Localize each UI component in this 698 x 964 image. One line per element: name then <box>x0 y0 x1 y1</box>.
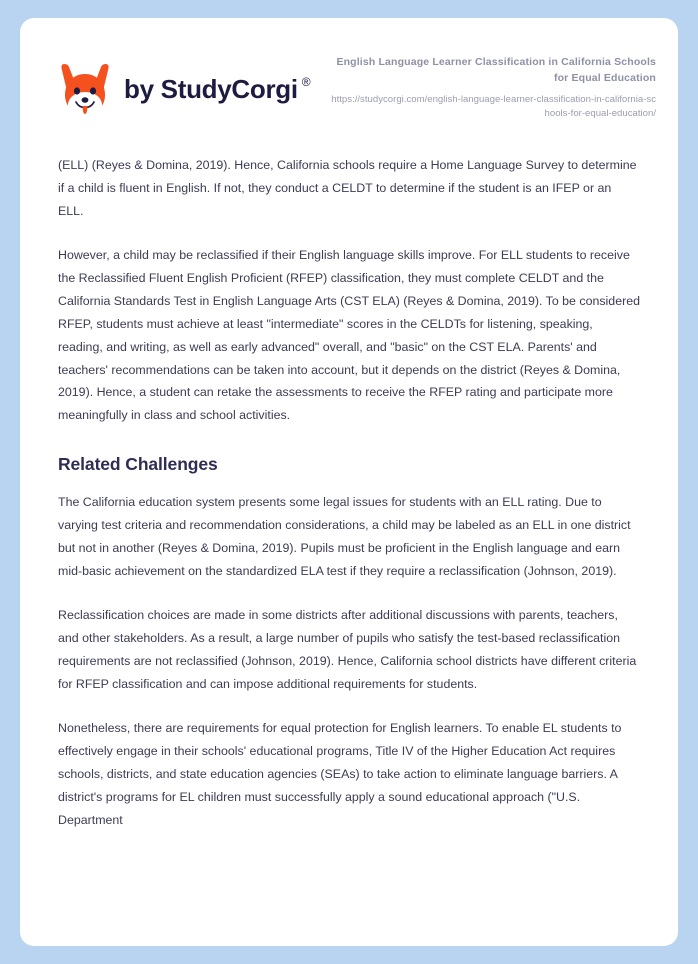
document-header <box>20 18 678 154</box>
paragraph: (ELL) (Reyes & Domina, 2019). Hence, California schools require a Home Language Survey to determine if a child is fluent in English. If not, they conduct a CELDT to determine if the student is an IFEP or an ELL. <box>58 158 637 218</box>
brand-wordmark <box>124 74 310 105</box>
brand-name-text: by StudyCorgi <box>124 73 298 104</box>
registered-trademark-icon: ® <box>301 74 311 89</box>
header-meta <box>326 55 656 120</box>
document-body <box>20 154 678 832</box>
paragraph: Reclassification choices are made in some districts after additional discussions with parents, teachers, and other stakeholders. As a result, a large number of pupils who satisfy the test-based reclassification requirements are not reclassified (Johnson, 2019). Hence, California school districts have different criteria for RFEP classification and can impose additional requirements for students. <box>58 608 637 691</box>
paragraph: The California education system presents some legal issues for students with an ELL rating. Due to varying test criteria and recommendation considerations, a child may be labeled as an ELL in one district but not in another (Reyes & Domina, 2019). Pupils must be proficient in the English language and earn mid-basic achievement on the standardized ELA test if they require a reclassification (Johnson, 2019). <box>58 495 631 579</box>
brand-logo-block <box>58 61 310 117</box>
paragraph: However, a child may be reclassified if their English language skills improve. For ELL students to receive the Reclassified Fluent English Proficient (RFEP) classification, they must complete CELDT and the California Standards Test in English Language Arts (CST ELA) (Reyes & Domina, 2019). To be considered RFEP, students must achieve at least "intermediate" scores in the CELDTs for listening, speaking, reading, and writing, as well as early advanced" overall, and "basic" on the CST ELA. Parents' and teachers' recommendations can be taken into account, but it depends on the district (Reyes & Domina, 2019). Hence, a student can retake the assessments to receive the RFEP rating and participate more meaningfully in class and school activities. <box>58 247 640 423</box>
section-heading: Related Challenges <box>58 454 218 475</box>
document-title: English Language Learner Classification in California Schools for Equal Education <box>336 56 656 84</box>
corgi-logo-icon <box>58 61 112 117</box>
paragraph: Nonetheless, there are requirements for equal protection for English learners. To enable EL students to effectively engage in their schools' educational programs, Title IV of the Higher Education Act requires schools, districts, and state education agencies (SEAs) to take action to eliminate language barriers. A district's programs for EL children must successfully apply a sound educational approach ("U.S. Department <box>58 720 622 827</box>
document-page <box>20 18 678 946</box>
document-url[interactable]: https://studycorgi.com/english-language-learner-classification-in-california-schools-for-equal-education/ <box>331 93 656 119</box>
